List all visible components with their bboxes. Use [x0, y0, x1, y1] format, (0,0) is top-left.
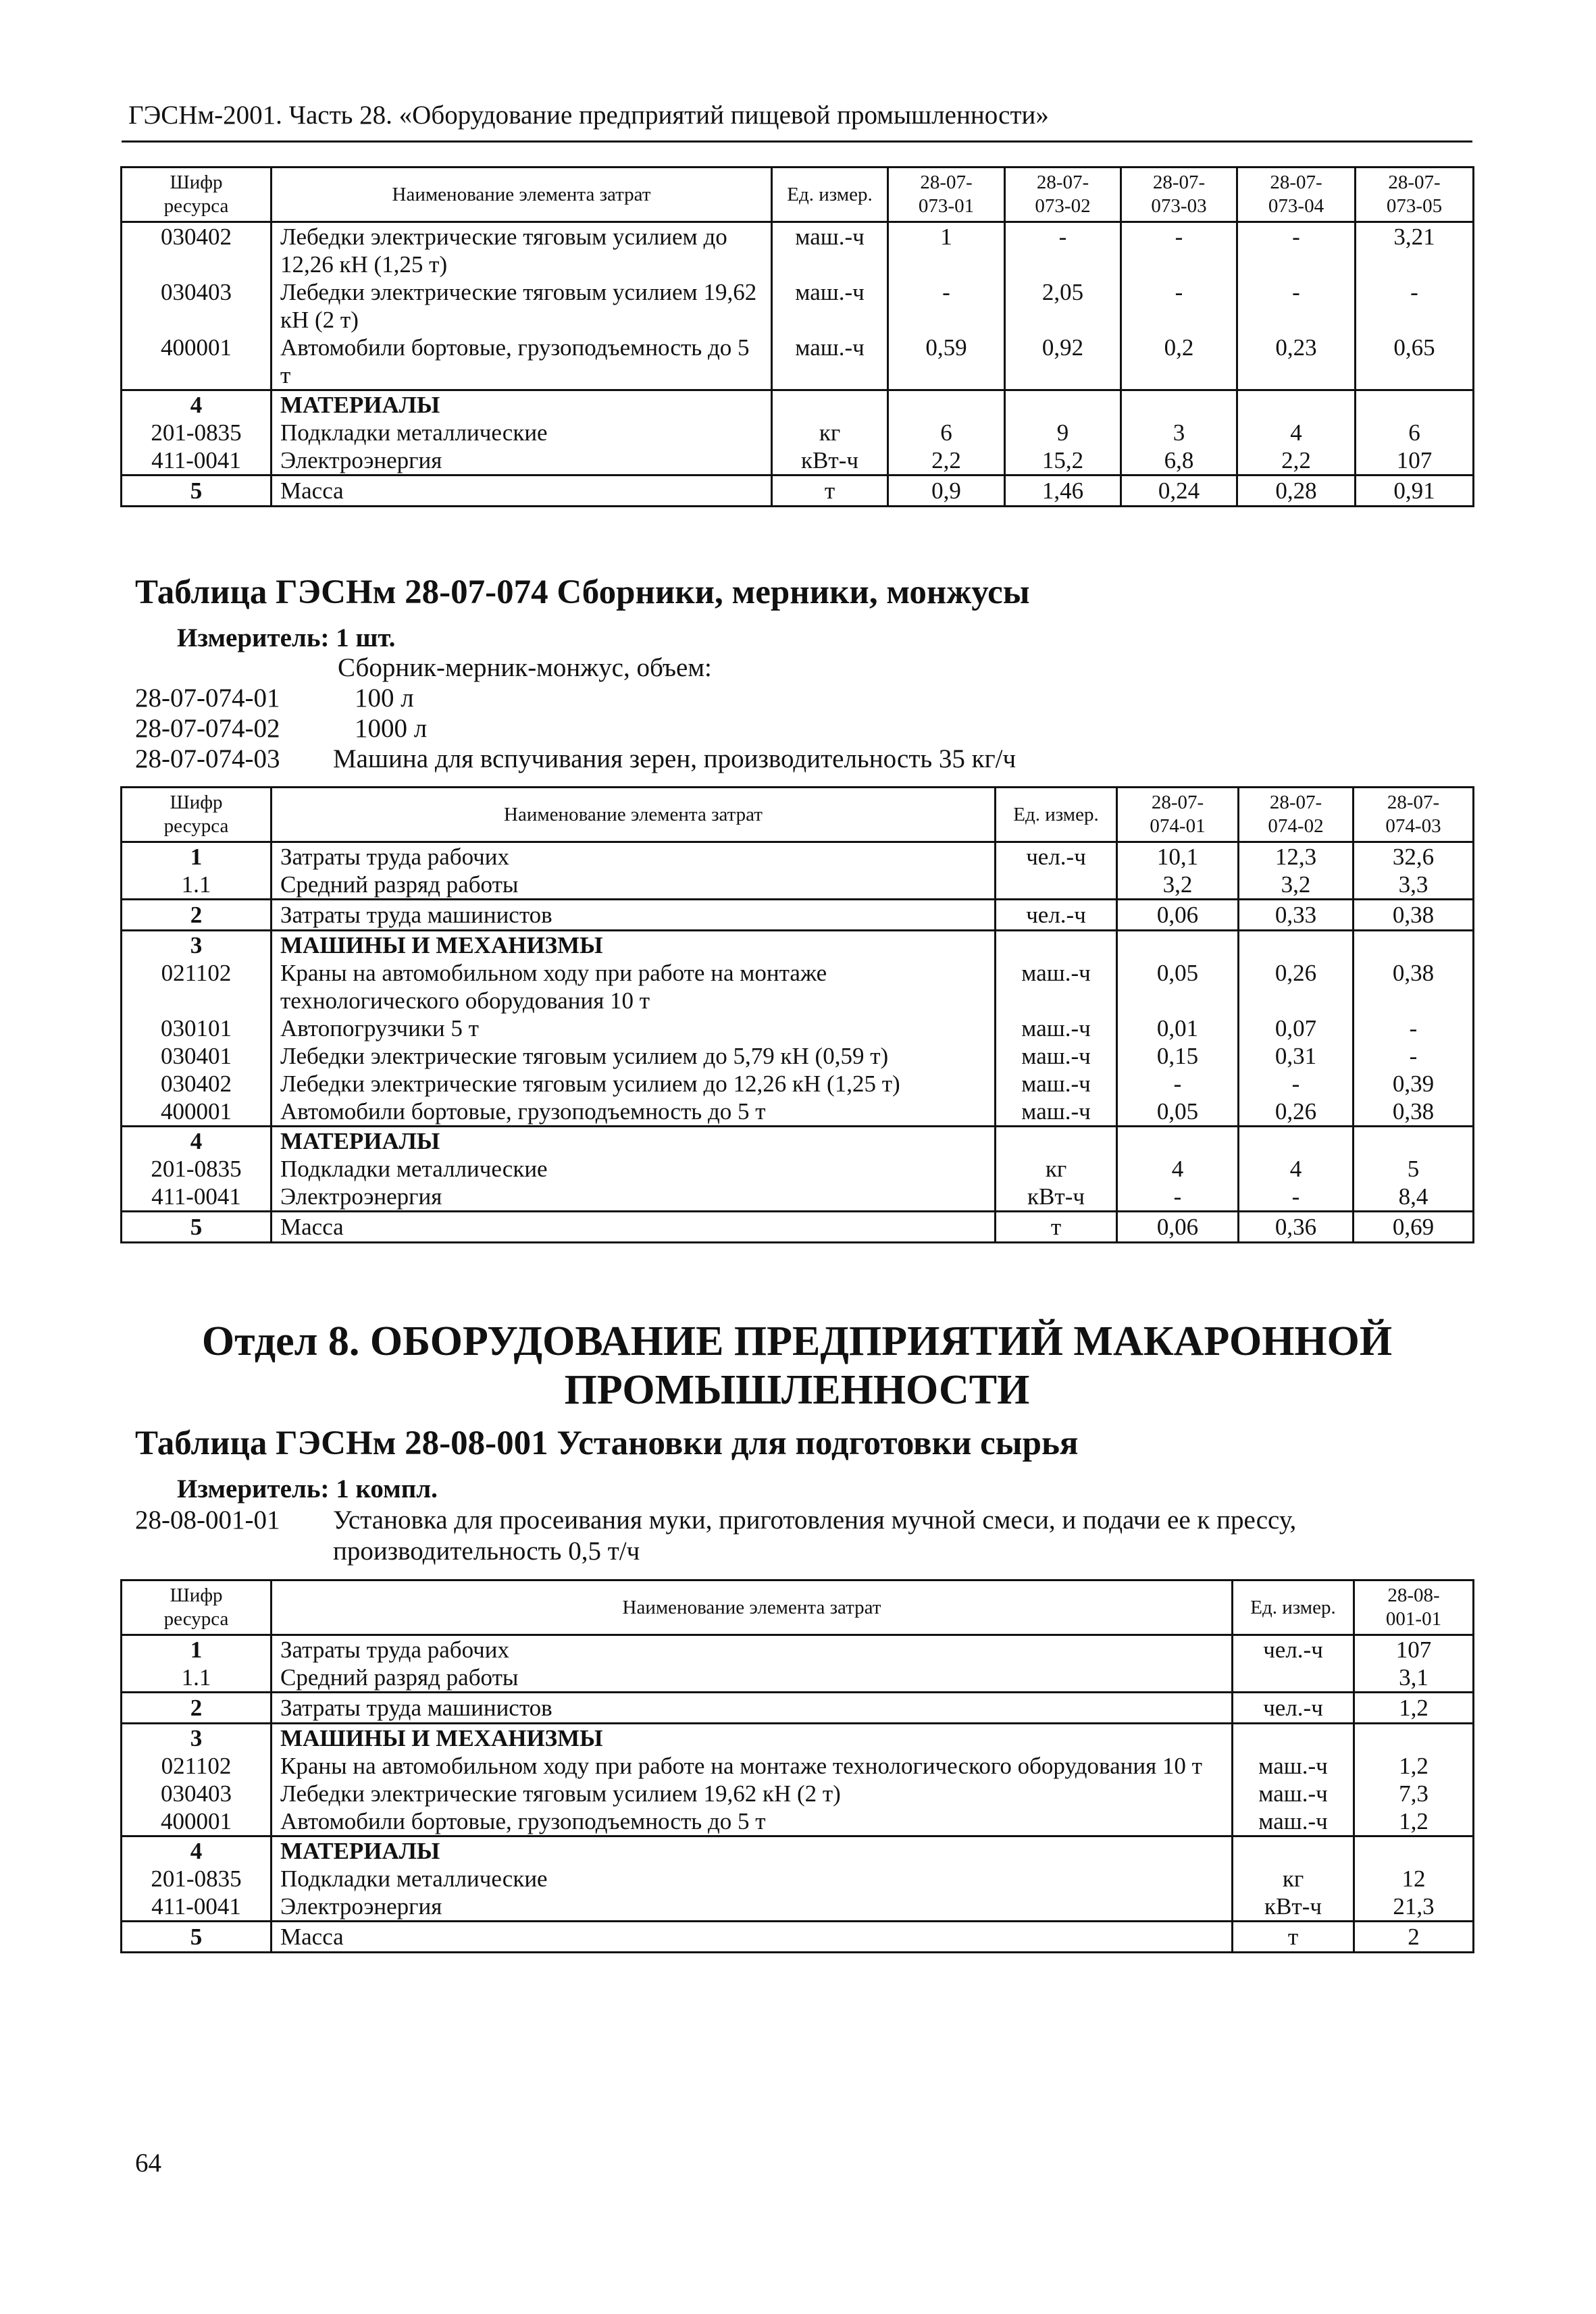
- resource-code: 4: [122, 1127, 272, 1156]
- norm-description-cont: производительность 0,5 т/ч: [333, 1537, 640, 1566]
- value: 0,91: [1356, 475, 1474, 507]
- header-rule: [122, 140, 1472, 143]
- resource-name: Лебедки электрические тяговым усилием 19,62 кН (2 т): [272, 1780, 1233, 1807]
- resource-code: 3: [122, 1724, 272, 1753]
- resource-code: 5: [122, 1212, 272, 1243]
- value: 2: [1354, 1922, 1474, 1953]
- table-title: Таблица ГЭСНм 28-07-074 Сборники, мерники, монжусы: [135, 573, 1030, 611]
- table-row: [122, 1893, 1474, 1922]
- unit: маш.-ч: [996, 959, 1117, 1014]
- resource-code: 030403: [161, 279, 232, 305]
- value: 0,06: [1117, 900, 1239, 931]
- value: 0,31: [1239, 1042, 1354, 1070]
- group-heading: МАТЕРИАЛЫ: [272, 1836, 1233, 1866]
- resource-code: 3: [122, 931, 272, 960]
- value: -: [1117, 1070, 1239, 1098]
- table-row: [122, 931, 1474, 960]
- group-heading: МАШИНЫ И МЕХАНИЗМЫ: [272, 931, 996, 960]
- value: 6,8: [1121, 446, 1237, 475]
- resource-name: Затраты труда рабочих: [272, 1635, 1233, 1664]
- resource-code: 2: [122, 1693, 272, 1724]
- value: -: [1237, 278, 1356, 334]
- value: 107: [1354, 1635, 1474, 1664]
- col-header-norm: 28-07- 074-01: [1117, 788, 1239, 842]
- value: 3,2: [1117, 871, 1239, 900]
- table-header-row: [122, 1580, 1474, 1635]
- value: 5: [1354, 1155, 1474, 1183]
- table-row: [122, 900, 1474, 931]
- value: 21,3: [1354, 1893, 1474, 1922]
- norm-code: 28-07-074-03: [135, 744, 280, 773]
- value: 12: [1354, 1865, 1474, 1893]
- resource-code: 021102: [161, 960, 232, 986]
- unit: кг: [772, 419, 888, 446]
- unit: [1233, 1664, 1354, 1693]
- resource-code: 1: [190, 844, 203, 870]
- value: -: [1239, 1183, 1354, 1212]
- unit: маш.-ч: [772, 278, 888, 334]
- table-row: [122, 1724, 1474, 1753]
- resource-code: 030401: [161, 1043, 232, 1069]
- table-row: [122, 419, 1474, 446]
- value: 10,1: [1117, 842, 1239, 871]
- value: -: [1356, 278, 1474, 334]
- norm-description: Установка для просеивания муки, приготовления мучной смеси, и подачи ее к прессу,: [333, 1506, 1297, 1535]
- resource-code: 030403: [161, 1780, 232, 1807]
- resource-code: 1.1: [181, 1664, 211, 1691]
- value: 0,06: [1117, 1212, 1239, 1243]
- value: 32,6: [1354, 842, 1474, 871]
- table-row: [122, 1922, 1474, 1953]
- resource-name: Подкладки металлические: [272, 1155, 996, 1183]
- col-header-unit: Ед. измер.: [996, 788, 1117, 842]
- value: 1,2: [1354, 1807, 1474, 1836]
- col-header-name: Наименование элемента затрат: [272, 788, 996, 842]
- unit: маш.-ч: [772, 222, 888, 279]
- table-row: [122, 1070, 1474, 1098]
- value: -: [1237, 222, 1356, 279]
- table-28-07-073: [120, 166, 1474, 507]
- col-header-name: Наименование элемента затрат: [272, 1580, 1233, 1635]
- col-header-norm: 28-07- 073-01: [888, 168, 1005, 222]
- norm-code: 28-08-001-01: [135, 1506, 280, 1535]
- unit: кВт-ч: [772, 446, 888, 475]
- resource-name: Лебедки электрические тяговым усилием до 12,26 кН (1,25 т): [272, 222, 772, 279]
- table-row: [122, 1693, 1474, 1724]
- col-header-norm: 28-07- 073-05: [1356, 168, 1474, 222]
- resource-name: Масса: [272, 1922, 1233, 1953]
- resource-name: Автомобили бортовые, грузоподъемность до 5 т: [272, 1807, 1233, 1836]
- resource-code: 030402: [161, 224, 232, 250]
- measure-unit: Измеритель: 1 шт.: [177, 623, 396, 652]
- value: -: [1354, 1014, 1474, 1042]
- value: 0,39: [1354, 1070, 1474, 1098]
- resource-code: 400001: [161, 1098, 232, 1125]
- resource-code: 4: [122, 390, 272, 419]
- value: 0,36: [1239, 1212, 1354, 1243]
- value: 0,38: [1354, 900, 1474, 931]
- unit: кВт-ч: [996, 1183, 1117, 1212]
- running-header: ГЭСНм-2001. Часть 28. «Оборудование предприятий пищевой промышленности»: [128, 101, 1049, 130]
- resource-name: Средний разряд работы: [272, 871, 996, 900]
- unit: маш.-ч: [996, 1014, 1117, 1042]
- value: 6: [888, 419, 1005, 446]
- value: -: [1239, 1070, 1354, 1098]
- resource-code: 411-0041: [151, 1183, 241, 1210]
- resource-name: Автомобили бортовые, грузоподъемность до 5 т: [272, 334, 772, 390]
- value: 0,33: [1239, 900, 1354, 931]
- resource-code: 201-0835: [151, 1866, 242, 1892]
- table-row: [122, 1865, 1474, 1893]
- table-row: [122, 475, 1474, 507]
- value: 4: [1239, 1155, 1354, 1183]
- table-row: [122, 1014, 1474, 1042]
- value: 1,2: [1354, 1752, 1474, 1780]
- col-header-norm: 28-07- 073-02: [1005, 168, 1121, 222]
- value: 3,21: [1356, 222, 1474, 279]
- unit: чел.-ч: [1233, 1635, 1354, 1664]
- resource-name: Краны на автомобильном ходу при работе на монтаже технологического оборудования 10 т: [272, 1752, 1233, 1780]
- table-title: Таблица ГЭСНм 28-08-001 Установки для подготовки сырья: [135, 1424, 1079, 1462]
- resource-name: Подкладки металлические: [272, 1865, 1233, 1893]
- resource-code: 2: [122, 900, 272, 931]
- table-row: [122, 1127, 1474, 1156]
- unit: маш.-ч: [1233, 1780, 1354, 1807]
- norm-description: Машина для вспучивания зерен, производительность 35 кг/ч: [333, 744, 1016, 773]
- value: 1,46: [1005, 475, 1121, 507]
- value: 3,1: [1354, 1664, 1474, 1693]
- value: 8,4: [1354, 1183, 1474, 1212]
- resource-name: Затраты труда машинистов: [272, 900, 996, 931]
- table-row: [122, 1664, 1474, 1693]
- value: 0,05: [1117, 1098, 1239, 1127]
- table-row: [122, 871, 1474, 900]
- table-row: [122, 222, 1474, 279]
- table-row: [122, 390, 1474, 419]
- norm-description: 100 л: [355, 684, 414, 713]
- table-row: [122, 334, 1474, 390]
- unit: маш.-ч: [996, 1070, 1117, 1098]
- unit: маш.-ч: [996, 1042, 1117, 1070]
- value: 3,2: [1239, 871, 1354, 900]
- unit: т: [772, 475, 888, 507]
- col-header-norm: 28-07- 073-03: [1121, 168, 1237, 222]
- unit: т: [1233, 1922, 1354, 1953]
- value: 107: [1356, 446, 1474, 475]
- resource-name: Электроэнергия: [272, 1183, 996, 1212]
- resource-name: Электроэнергия: [272, 1893, 1233, 1922]
- value: 1,2: [1354, 1693, 1474, 1724]
- value: -: [1354, 1042, 1474, 1070]
- table-header-row: [122, 788, 1474, 842]
- value: 4: [1237, 419, 1356, 446]
- value: 0,92: [1005, 334, 1121, 390]
- col-header-norm: 28-07- 073-04: [1237, 168, 1356, 222]
- resource-name: Лебедки электрические тяговым усилием 19,62 кН (2 т): [272, 278, 772, 334]
- value: 0,23: [1237, 334, 1356, 390]
- resource-name: Лебедки электрические тяговым усилием до 12,26 кН (1,25 т): [272, 1070, 996, 1098]
- resource-code: 5: [122, 475, 272, 507]
- table-row: [122, 1155, 1474, 1183]
- section-title: Отдел 8. ОБОРУДОВАНИЕ ПРЕДПРИЯТИЙ МАКАРОННОЙ ПРОМЫШЛЕННОСТИ: [201, 1318, 1393, 1413]
- unit: кг: [996, 1155, 1117, 1183]
- resource-name: Подкладки металлические: [272, 419, 772, 446]
- resource-code: 021102: [161, 1753, 232, 1779]
- value: 0,28: [1237, 475, 1356, 507]
- table-row: [122, 1042, 1474, 1070]
- table-header-row: [122, 168, 1474, 222]
- table-row: [122, 842, 1474, 871]
- resource-name: Масса: [272, 1212, 996, 1243]
- resource-code: 411-0041: [151, 1893, 241, 1920]
- resource-code: 201-0835: [151, 1156, 242, 1182]
- resource-name: Электроэнергия: [272, 446, 772, 475]
- norm-code: 28-07-074-02: [135, 714, 280, 743]
- resource-name: Краны на автомобильном ходу при работе на монтаже технологического оборудования 10 т: [272, 959, 996, 1014]
- unit: кВт-ч: [1233, 1893, 1354, 1922]
- value: 4: [1117, 1155, 1239, 1183]
- value: 0,26: [1239, 1098, 1354, 1127]
- table-28-07-074: [120, 786, 1474, 1243]
- table-row: [122, 1098, 1474, 1127]
- group-heading: МАШИНЫ И МЕХАНИЗМЫ: [272, 1724, 1233, 1753]
- unit: т: [996, 1212, 1117, 1243]
- value: 1: [888, 222, 1005, 279]
- col-header-unit: Ед. измер.: [1233, 1580, 1354, 1635]
- table-row: [122, 1780, 1474, 1807]
- resource-code: 4: [122, 1836, 272, 1866]
- value: 0,38: [1354, 959, 1474, 1014]
- resource-name: Автомобили бортовые, грузоподъемность до 5 т: [272, 1098, 996, 1127]
- resource-code: 030402: [161, 1071, 232, 1097]
- value: -: [1005, 222, 1121, 279]
- unit: кг: [1233, 1865, 1354, 1893]
- col-header-norm: 28-07- 074-02: [1239, 788, 1354, 842]
- unit: чел.-ч: [996, 842, 1117, 871]
- value: -: [1121, 222, 1237, 279]
- value: 2,2: [1237, 446, 1356, 475]
- unit: [996, 871, 1117, 900]
- resource-name: Лебедки электрические тяговым усилием до 5,79 кН (0,59 т): [272, 1042, 996, 1070]
- col-header-norm: 28-07- 074-03: [1354, 788, 1474, 842]
- resource-code: 030101: [161, 1015, 232, 1042]
- resource-name: Масса: [272, 475, 772, 507]
- norm-description: 1000 л: [355, 714, 428, 743]
- value: 9: [1005, 419, 1121, 446]
- value: -: [1117, 1183, 1239, 1212]
- value: 0,05: [1117, 959, 1239, 1014]
- unit: маш.-ч: [1233, 1807, 1354, 1836]
- value: 6: [1356, 419, 1474, 446]
- unit: маш.-ч: [772, 334, 888, 390]
- resource-name: Средний разряд работы: [272, 1664, 1233, 1693]
- resource-code: 411-0041: [151, 447, 241, 473]
- value: 0,15: [1117, 1042, 1239, 1070]
- value: 0,59: [888, 334, 1005, 390]
- table-row: [122, 1752, 1474, 1780]
- value: 0,01: [1117, 1014, 1239, 1042]
- table-row: [122, 278, 1474, 334]
- col-header-code: Шифр ресурса: [122, 788, 272, 842]
- value: 0,69: [1354, 1212, 1474, 1243]
- measure-unit: Измеритель: 1 компл.: [177, 1474, 438, 1503]
- value: 0,07: [1239, 1014, 1354, 1042]
- resource-code: 1: [190, 1637, 203, 1663]
- value: 0,2: [1121, 334, 1237, 390]
- resource-code: 5: [122, 1922, 272, 1953]
- resource-code: 400001: [161, 1808, 232, 1834]
- value: 7,3: [1354, 1780, 1474, 1807]
- table-row: [122, 1836, 1474, 1866]
- col-header-name: Наименование элемента затрат: [272, 168, 772, 222]
- table-row: [122, 446, 1474, 475]
- resource-name: Автопогрузчики 5 т: [272, 1014, 996, 1042]
- value: -: [1121, 278, 1237, 334]
- value: 3,3: [1354, 871, 1474, 900]
- resource-code: 400001: [161, 334, 232, 361]
- value: -: [888, 278, 1005, 334]
- group-heading: МАТЕРИАЛЫ: [272, 390, 772, 419]
- value: 0,38: [1354, 1098, 1474, 1127]
- norm-intro: Сборник-мерник-монжус, объем:: [338, 653, 712, 682]
- table-row: [122, 1183, 1474, 1212]
- unit: маш.-ч: [996, 1098, 1117, 1127]
- value: 3: [1121, 419, 1237, 446]
- table-row: [122, 1635, 1474, 1664]
- unit: чел.-ч: [1233, 1693, 1354, 1724]
- col-header-norm: 28-08- 001-01: [1354, 1580, 1474, 1635]
- col-header-unit: Ед. измер.: [772, 168, 888, 222]
- page-number: 64: [135, 2149, 161, 2178]
- unit: маш.-ч: [1233, 1752, 1354, 1780]
- unit: чел.-ч: [996, 900, 1117, 931]
- table-28-08-001: [120, 1579, 1474, 1953]
- value: 2,05: [1005, 278, 1121, 334]
- table-row: [122, 1212, 1474, 1243]
- value: 0,26: [1239, 959, 1354, 1014]
- value: 0,65: [1356, 334, 1474, 390]
- resource-name: Затраты труда машинистов: [272, 1693, 1233, 1724]
- value: 2,2: [888, 446, 1005, 475]
- col-header-code: Шифр ресурса: [122, 1580, 272, 1635]
- col-header-code: Шифр ресурса: [122, 168, 272, 222]
- resource-name: Затраты труда рабочих: [272, 842, 996, 871]
- group-heading: МАТЕРИАЛЫ: [272, 1127, 996, 1156]
- table-row: [122, 1807, 1474, 1836]
- value: 15,2: [1005, 446, 1121, 475]
- resource-code: 1.1: [181, 871, 211, 898]
- norm-code: 28-07-074-01: [135, 684, 280, 713]
- resource-code: 201-0835: [151, 419, 242, 446]
- value: 0,24: [1121, 475, 1237, 507]
- table-row: [122, 959, 1474, 1014]
- value: 12,3: [1239, 842, 1354, 871]
- value: 0,9: [888, 475, 1005, 507]
